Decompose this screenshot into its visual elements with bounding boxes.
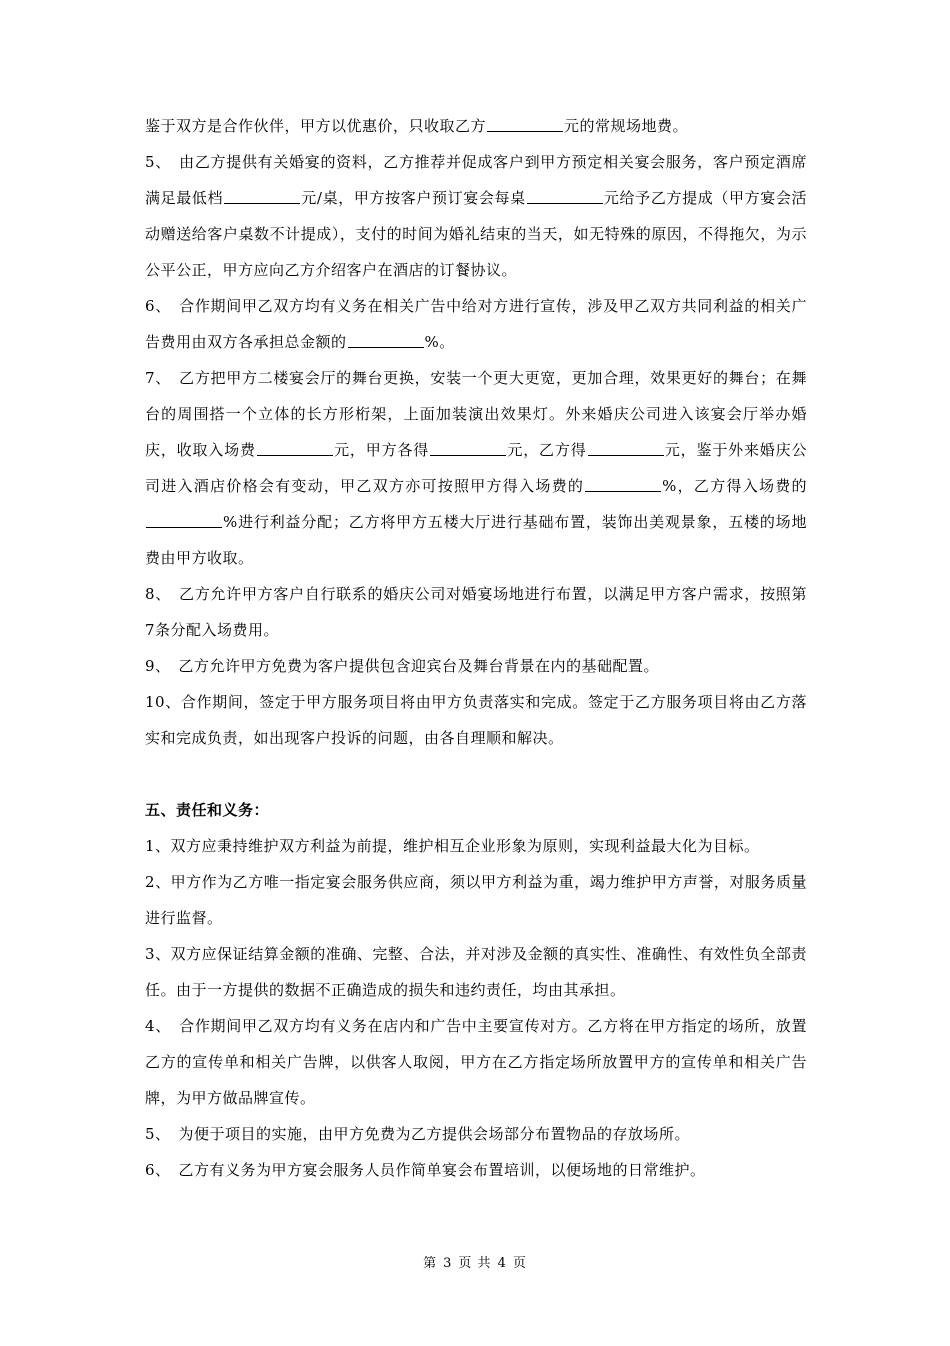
clause-10: 10、合作期间，签定于甲方服务项目将由甲方负责落实和完成。签定于乙方服务项目将由乙方落实和完成负责，如出现客户投诉的问题，由各自理顺和解决。 xyxy=(145,693,807,747)
paragraph-site-fee: 鉴于双方是合作伙伴，甲方以优惠价，只收取乙方 元的常规场地费。 xyxy=(145,117,689,135)
clause-7-stage: 7、 乙方把甲方二楼宴会厅的舞台更换，安装一个更大更宽，更加合理，效果更好的舞台；在舞台的周围搭一个立体的长方形桁架，上面加装演出效果灯。外来婚庆公司进入该宴会厅举办婚庆，收取入场费 元，甲方各得 元，乙方得 元，鉴于外来婚庆公司进入酒店价格会有变动，甲乙双方亦可按照甲方得入场费的 %，乙方得入场费的%进行利益分配；乙方将甲方五楼大厅进行基础布置，装饰出美观景象，五楼的场地费由甲方收取。 xyxy=(145,369,807,567)
fill-blank[interactable] xyxy=(224,189,300,204)
fill-blank[interactable] xyxy=(348,333,424,348)
duty-item-5: 5、 为便于项目的实施，由甲方免费为乙方提供会场部分布置物品的存放场所。 xyxy=(145,1125,691,1143)
clause-8: 8、 乙方允许甲方客户自行联系的婚庆公司对婚宴场地进行布置，以满足甲方客户需求，按照第7条分配入场费用。 xyxy=(145,585,807,639)
clause-5-wedding-commission: 5、 由乙方提供有关婚宴的资料，乙方推荐并促成客户到甲方预定相关宴会服务，客户预定酒席满足最低档 元/桌，甲方按客户预订宴会每桌 元给予乙方提成（甲方宴会活动赠送给客户桌数不计提成），支付的时间为婚礼结束的当天，如无特殊的原因，不得拖欠，为示公平公正，甲方应向乙方介绍客户在酒店的订餐协议。 xyxy=(145,153,807,279)
duty-item-2: 2、甲方作为乙方唯一指定宴会服务供应商，须以甲方利益为重，竭力维护甲方声誉，对服务质量进行监督。 xyxy=(145,873,807,927)
fill-blank[interactable] xyxy=(430,441,506,456)
duty-item-1: 1、双方应秉持维护双方利益为前提，维护相互企业形象为原则，实现利益最大化为目标。 xyxy=(145,837,760,855)
duty-item-6: 6、 乙方有义务为甲方宴会服务人员作简单宴会布置培训，以便场地的日常维护。 xyxy=(145,1161,706,1179)
fill-blank[interactable] xyxy=(588,441,664,456)
clause-6-advertising: 6、 合作期间甲乙双方均有义务在相关广告中给对方进行宣传，涉及甲乙双方共同利益的相关广告费用由双方各承担总金额的 %。 xyxy=(145,297,807,351)
page-footer: 第 3 页 共 4 页 xyxy=(423,1256,527,1271)
duty-item-3: 3、双方应保证结算金额的准确、完整、合法，并对涉及金额的真实性、准确性、有效性负全部责任。由于一方提供的数据不正确造成的损失和违约责任，均由其承担。 xyxy=(145,945,807,999)
section-spacer xyxy=(145,756,807,792)
fill-blank[interactable] xyxy=(257,441,333,456)
fill-blank[interactable] xyxy=(527,189,603,204)
fill-blank[interactable] xyxy=(585,477,661,492)
total-page-count: 4 xyxy=(497,1256,507,1271)
fill-blank[interactable] xyxy=(487,117,563,132)
duty-item-4: 4、 合作期间甲乙双方均有义务在店内和广告中主要宣传对方。乙方将在甲方指定的场所，放置乙方的宣传单和相关广告牌，以供客人取阅，甲方在乙方指定场所放置甲方的宣传单和相关广告牌，为甲方做品牌宣传。 xyxy=(145,1017,807,1107)
current-page-number: 3 xyxy=(443,1256,453,1271)
fill-blank[interactable] xyxy=(146,513,222,528)
clause-9: 9、 乙方允许甲方免费为客户提供包含迎宾台及舞台背景在内的基础配置。 xyxy=(145,657,660,675)
section-heading: 五、责任和义务： xyxy=(145,801,270,819)
document-body xyxy=(145,108,807,1188)
